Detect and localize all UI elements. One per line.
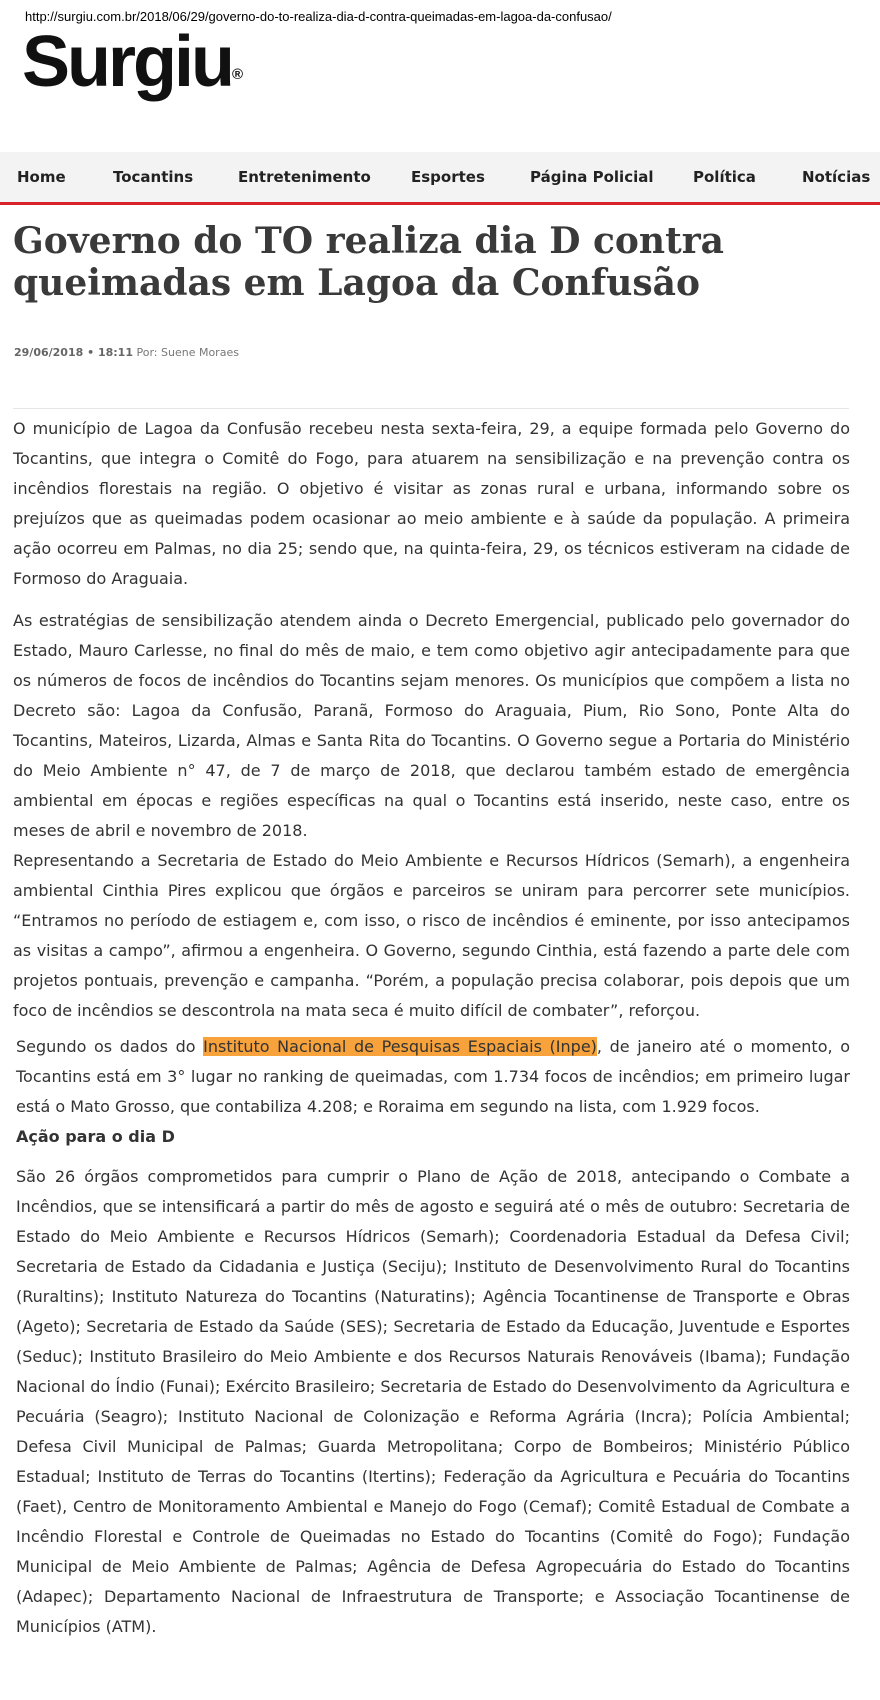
paragraph-4-lead: Segundo os dados do	[16, 1037, 204, 1056]
section-subheading: Ação para o dia D	[16, 1127, 175, 1146]
nav-item-tocantins[interactable]: Tocantins	[113, 168, 194, 186]
registered-mark: ®	[232, 66, 244, 83]
article-author[interactable]: Suene Moraes	[161, 346, 239, 359]
author-label: Por:	[136, 346, 158, 359]
main-navigation	[0, 152, 880, 205]
article-date: 29/06/2018 • 18:11	[14, 346, 133, 359]
page-url: http://surgiu.com.br/2018/06/29/governo-do-to-realiza-dia-d-contra-queimadas-em-lagoa-da-confusao/	[25, 9, 612, 24]
article-paragraph-3: Representando a Secretaria de Estado do Meio Ambiente e Recursos Hídricos (Semarh), a engenheira ambiental Cinthia Pires explicou que órgãos e parceiros se uniram para percorrer sete municípios. “Entramos no período de estiagem e, com isso, o risco de incêndios é eminente, por isso antecipamos as visitas a campo”, afirmou a engenheira. O Governo, segundo Cinthia, está fazendo a parte dele com projetos pontuais, prevenção e campanha. “Porém, a população precisa colaborar, pois depois que um foco de incêndios se descontrola na mata seca é muito difícil de combater”, reforçou.	[13, 851, 850, 1020]
article-paragraph-5: São 26 órgãos comprometidos para cumprir o Plano de Ação de 2018, antecipando o Combate a Incêndios, que se intensificará a partir do mês de agosto e seguirá até o mês de outubro: Secretaria de Estado do Meio Ambiente e Recursos Hídricos (Semarh); Coordenadoria Estadual da Defesa Civil; Secretaria de Estado da Cidadania e Justiça (Seciju); Instituto de Desenvolvimento Rural do Tocantins (Ruraltins); Instituto Natureza do Tocantins (Naturatins); Agência Tocantinense de Transporte e Obras (Ageto); Secretaria de Estado da Saúde (SES); Secretaria de Estado da Educação, Juventude e Esportes (Seduc); Instituto Brasileiro do Meio Ambiente e dos Recursos Naturais Renováveis (Ibama); Fundação Nacional do Índio (Funai); Exército Brasileiro; Secretaria de Estado do Desenvolvimento da Agricultura e Pecuária (Seagro); Instituto Nacional de Colonização e Reforma Agrária (Incra); Polícia Ambiental; Defesa Civil Municipal de Palmas; Guarda Metropolitana; Corpo de Bombeiros; Ministério Público Estadual; Instituto de Terras do Tocantins (Itertins); Federação da Agricultura e Pecuária do Tocantins (Faet), Centro de Monitoramento Ambiental e Manejo do Fogo (Cemaf); Comitê Estadual de Combate a Incêndio Florestal e Controle de Queimadas no Estado do Tocantins (Comitê do Fogo); Fundação Municipal de Meio Ambiente de Palmas; Agência de Defesa Agropecuária do Estado do Tocantins (Adapec); Departamento Nacional de Infraestrutura de Transporte; e Associação Tocantinense de Municípios (ATM).	[16, 1167, 851, 1636]
paragraph-4-rest: , de janeiro até o momento, o Tocantins está em 3° lugar no ranking de queimadas, com 1.734 focos de incêndios; em primeiro lugar está o Mato Grosso, que contabiliza 4.208; e Roraima em segundo na lista, com 1.929 focos.	[16, 1037, 850, 1116]
article-paragraph-4	[13, 1032, 850, 1122]
nav-item-esportes[interactable]: Esportes	[411, 168, 485, 186]
nav-item-home[interactable]: Home	[17, 168, 66, 186]
article-meta	[14, 346, 239, 359]
nav-item-entretenimento[interactable]: Entretenimento	[238, 168, 371, 186]
article-paragraph-2: As estratégias de sensibilização atendem ainda o Decreto Emergencial, publicado pelo governador do Estado, Mauro Carlesse, no final do mês de maio, e tem como objetivo agir antecipadamente para que os números de focos de incêndios do Tocantins sejam menores. Os municípios que compõem a lista no Decreto são: Lagoa da Confusão, Paranã, Formoso do Araguaia, Pium, Rio Sono, Ponte Alta do Tocantins, Mateiros, Lizarda, Almas e Santa Rita do Tocantins. O Governo segue a Portaria do Ministério do Meio Ambiente n° 47, de 7 de março de 2018, que declarou também estado de emergência ambiental em épocas e regiões específicas na qual o Tocantins está inserido, neste caso, entre os meses de abril e novembro de 2018.	[13, 611, 850, 840]
article-title: Governo do TO realiza dia D contra queimadas em Lagoa da Confusão	[13, 220, 724, 304]
meta-divider	[13, 408, 849, 409]
inpe-link[interactable]: Instituto Nacional de Pesquisas Espaciais (Inpe)	[203, 1037, 597, 1056]
site-logo[interactable]: Surgiu	[22, 22, 232, 102]
article-paragraph-1: O município de Lagoa da Confusão recebeu nesta sexta-feira, 29, a equipe formada pelo Governo do Tocantins, que integra o Comitê do Fogo, para atuarem na sensibilização e na prevenção contra os incêndios florestais na região. O objetivo é visitar as zonas rural e urbana, informando sobre os prejuízos que as queimadas podem ocasionar ao meio ambiente e à saúde da população. A primeira ação ocorreu em Palmas, no dia 25; sendo que, na quinta-feira, 29, os técnicos estiveram na cidade de Formoso do Araguaia.	[13, 419, 850, 588]
article-body	[13, 414, 850, 1642]
nav-item-politica[interactable]: Política	[693, 168, 756, 186]
nav-item-noticias[interactable]: Notícias	[802, 168, 871, 186]
nav-item-pagina-policial[interactable]: Página Policial	[530, 168, 654, 186]
